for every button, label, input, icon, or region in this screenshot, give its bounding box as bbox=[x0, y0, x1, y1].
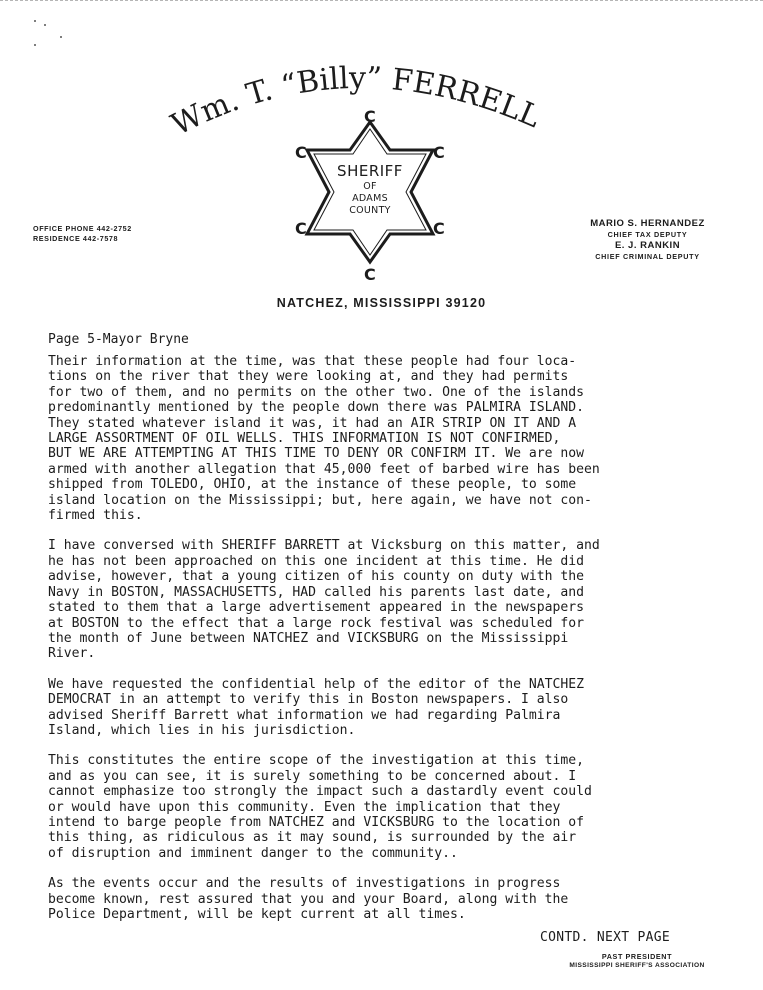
scan-speck bbox=[34, 44, 36, 46]
page-reference: Page 5-Mayor Bryne bbox=[48, 332, 189, 347]
paragraph: Their information at the time, was that these people had four loca- tions on the river that they were looking at, and they had permits for two of them, and no permits on the other two. One of the islands predominantly mentioned by the people down there was PALMIRA ISLAND. They stated whatever island it was, it had an AIR STRIP ON IT AND A LARGE ASSORTMENT OF OIL WELLS. THIS INFORMATION IS NOT CONFIRMED, BUT WE ARE ATTEMPTING AT THIS TIME TO DENY OR CONFIRM IT. We are now armed with another allegation that 45,000 feet of barbed wire has been shipped from TOLEDO, OHIO, at the instance of these people, to some island location on the Mississippi; but, here again, we have not con- firmed this. bbox=[48, 354, 600, 524]
deputy-title: CHIEF CRIMINAL DEPUTY bbox=[595, 252, 700, 261]
star-point-letter: C bbox=[364, 265, 376, 284]
deputy-name: MARIO S. HERNANDEZ bbox=[590, 218, 705, 229]
paragraph: I have conversed with SHERIFF BARRETT at Vicksburg on this matter, and he has not been approached on this one incident at this time. He did advise, however, that a young citizen of his county on duty with the Navy in BOSTON, MASSACHUSETTS, HAD called his parents last date, and stated to them that a large advertisement appeared in the newspapers at BOSTON to the effect that a large rock festival was scheduled for the month of June between NATCHEZ and VICKSBURG on the Mississippi River. bbox=[48, 538, 600, 662]
badge-line-adams: ADAMS bbox=[352, 193, 388, 204]
paragraph: We have requested the confidential help of the editor of the NATCHEZ DEMOCRAT in an attempt to verify this in Boston newspapers. I also advised Sheriff Barrett what information we had regarding Palmira Island, which lies in his jurisdiction. bbox=[48, 676, 585, 738]
association-line-1: PAST PRESIDENT bbox=[601, 952, 673, 961]
sheriff-star-badge bbox=[285, 100, 455, 285]
scan-speck bbox=[60, 36, 62, 38]
star-point-letter: C bbox=[295, 219, 307, 238]
scan-speck bbox=[34, 20, 36, 22]
scan-speck bbox=[44, 24, 46, 26]
badge-title: SHERIFF bbox=[337, 162, 403, 180]
paragraph: This constitutes the entire scope of the investigation at this time, and as you can see, it is surely something to be concerned about. I cannot emphasize too strongly the impact such a dastardly event could or would have upon this community. Even the implication that they intend to barge people from NATCHEZ and VICKSBURG to the location of this thing, as ridiculous as it may sound, is surrounded by the air of disruption and imminent danger to the community.. bbox=[48, 753, 592, 861]
office-phone: OFFICE PHONE 442-2752 bbox=[33, 224, 132, 233]
page-top-edge bbox=[0, 0, 763, 2]
letter-body bbox=[48, 354, 688, 937]
deputies-block bbox=[575, 218, 720, 262]
deputy-name: E. J. RANKIN bbox=[614, 240, 681, 251]
deputy-title: CHIEF TAX DEPUTY bbox=[607, 230, 688, 239]
association-footer bbox=[552, 952, 722, 970]
star-point-letter: C bbox=[295, 143, 307, 162]
star-point-letter: C bbox=[433, 219, 445, 238]
badge-line-county: COUNTY bbox=[349, 205, 391, 216]
phone-numbers bbox=[33, 224, 132, 244]
sheriff-name: Wm. T. “Billy” FERRELL bbox=[165, 60, 546, 143]
city-address: NATCHEZ, MISSISSIPPI 39120 bbox=[276, 296, 487, 310]
continued-next-page: CONTD. NEXT PAGE bbox=[540, 930, 671, 945]
star-point-letter: C bbox=[433, 143, 445, 162]
star-point-letter: C bbox=[364, 107, 376, 126]
paragraph: As the events occur and the results of investigations in progress become known, rest assured that you and your Board, along with the Police Department, will be kept current at all times. bbox=[48, 876, 569, 922]
residence-phone: RESIDENCE 442-7578 bbox=[33, 234, 119, 243]
association-line-2: MISSISSIPPI SHERIFF'S ASSOCIATION bbox=[569, 962, 705, 969]
badge-line-of: OF bbox=[363, 181, 377, 192]
star-outline bbox=[307, 122, 433, 262]
